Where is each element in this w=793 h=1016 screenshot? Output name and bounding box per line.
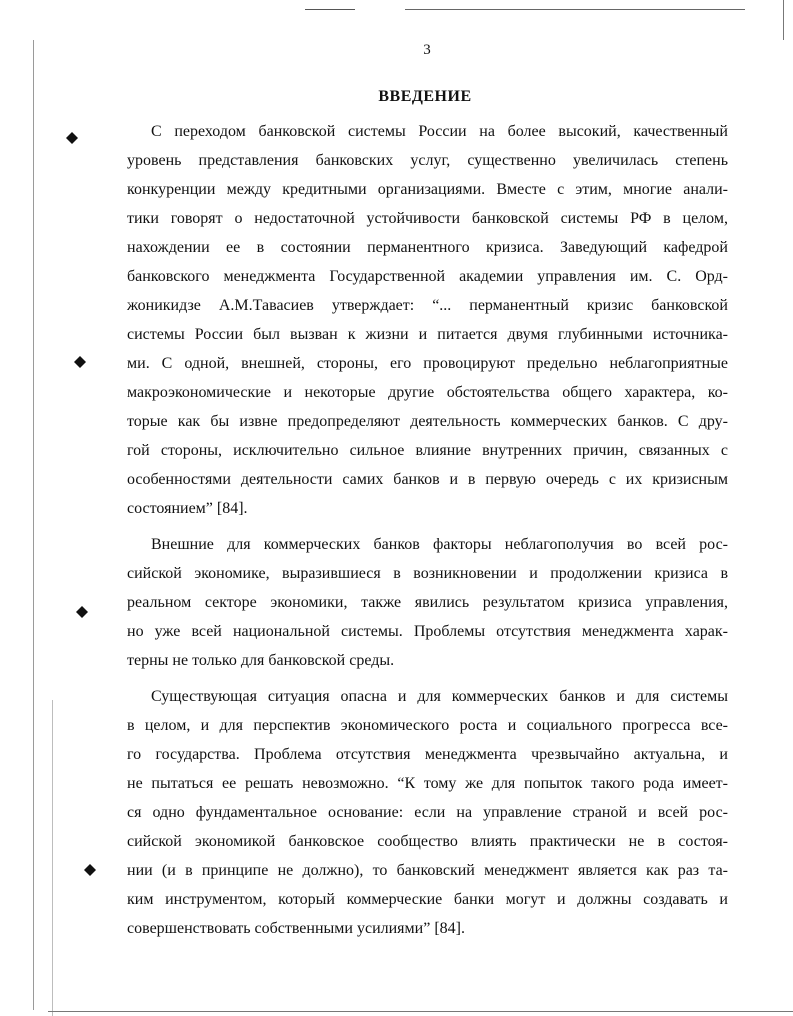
text-line: ми. С одной, внешней, стороны, его провоцируют предельно неблагоприятные [127, 355, 728, 372]
text-line: нахождении ее в состоянии перманентного кризиса. Заведующий кафедрой [127, 239, 728, 256]
bottom-scan-line [48, 1011, 793, 1012]
right-scan-edge [783, 0, 784, 40]
text-line: состоянием” [84]. [127, 500, 248, 517]
paragraph [127, 530, 728, 675]
paragraph [127, 117, 728, 523]
text-line: сийской экономикой банковское сообщество влиять практически не в состоя- [127, 833, 728, 850]
text-line: Существующая ситуация опасна и для коммерческих банков и для системы [151, 688, 728, 705]
text-line: терны не только для банковской среды. [127, 652, 395, 669]
text-line: макроэкономические и некоторые другие обстоятельства общего характера, ко- [127, 384, 728, 401]
diamond-bullet-icon [74, 356, 86, 368]
diamond-bullet-icon [66, 132, 78, 144]
body-text [127, 117, 728, 943]
text-line: особенностями деятельности самих банков и в первую очередь с их кризисным [127, 471, 728, 488]
text-line: тики говорят о недостаточной устойчивости банковской системы РФ в целом, [127, 210, 728, 227]
text-line: гой стороны, исключительно сильное влияние внутренних причин, связанных с [127, 442, 728, 459]
text-line: С переходом банковской системы России на более высокий, качественный [151, 123, 728, 140]
text-line: ся одно фундаментальное основание: если на управление страной и всей рос- [127, 804, 728, 821]
text-line: банковского менеджмента Государственной академии управления им. С. Орд- [127, 268, 728, 285]
text-line: уровень представления банковских услуг, существенно увеличилась степень [127, 152, 728, 169]
left-scan-edge [33, 40, 34, 1010]
top-scan-line [305, 9, 355, 10]
text-line: Внешние для коммерческих банков факторы неблагополучия во всей рос- [151, 536, 728, 553]
text-line: конкуренции между кредитными организациями. Вместе с этим, многие анали- [127, 181, 728, 198]
text-line: реальном секторе экономики, также явились результатом кризиса управления, [127, 594, 728, 611]
text-line: ким инструментом, который коммерческие банки могут и должны создавать и [127, 891, 728, 908]
text-line: жоникидзе А.М.Тавасиев утверждает: “... перманентный кризис банковской [127, 297, 728, 314]
text-line: не пытаться ее решать невозможно. “К тому же для попыток такого рода имеет- [127, 775, 728, 792]
text-line: го государства. Проблема отсутствия менеджмента чрезвычайно актуальна, и [127, 746, 728, 763]
left-scan-edge-inner [52, 700, 53, 1016]
text-line: в целом, и для перспектив экономического роста и социального прогресса все- [127, 717, 728, 734]
text-line: совершенствовать собственными усилиями” [84]. [127, 920, 465, 937]
text-line: нии (и в принципе не должно), то банковский менеджмент является как раз та- [127, 862, 728, 879]
page-title: ВВЕДЕНИЕ [378, 88, 472, 105]
top-scan-line-right [405, 9, 745, 10]
diamond-bullet-icon [84, 864, 96, 876]
text-line: системы России был вызван к жизни и питается двумя глубинными источника- [127, 326, 728, 343]
diamond-bullet-icon [76, 606, 88, 618]
page-number: 3 [423, 42, 431, 58]
text-line: торые как бы извне предопределяют деятельность коммерческих банков. С дру- [127, 413, 728, 430]
paragraph [127, 682, 728, 943]
text-line: но уже всей национальной системы. Проблемы отсутствия менеджмента харак- [127, 623, 728, 640]
text-line: сийской экономике, выразившиеся в возникновении и продолжении кризиса в [127, 565, 728, 582]
